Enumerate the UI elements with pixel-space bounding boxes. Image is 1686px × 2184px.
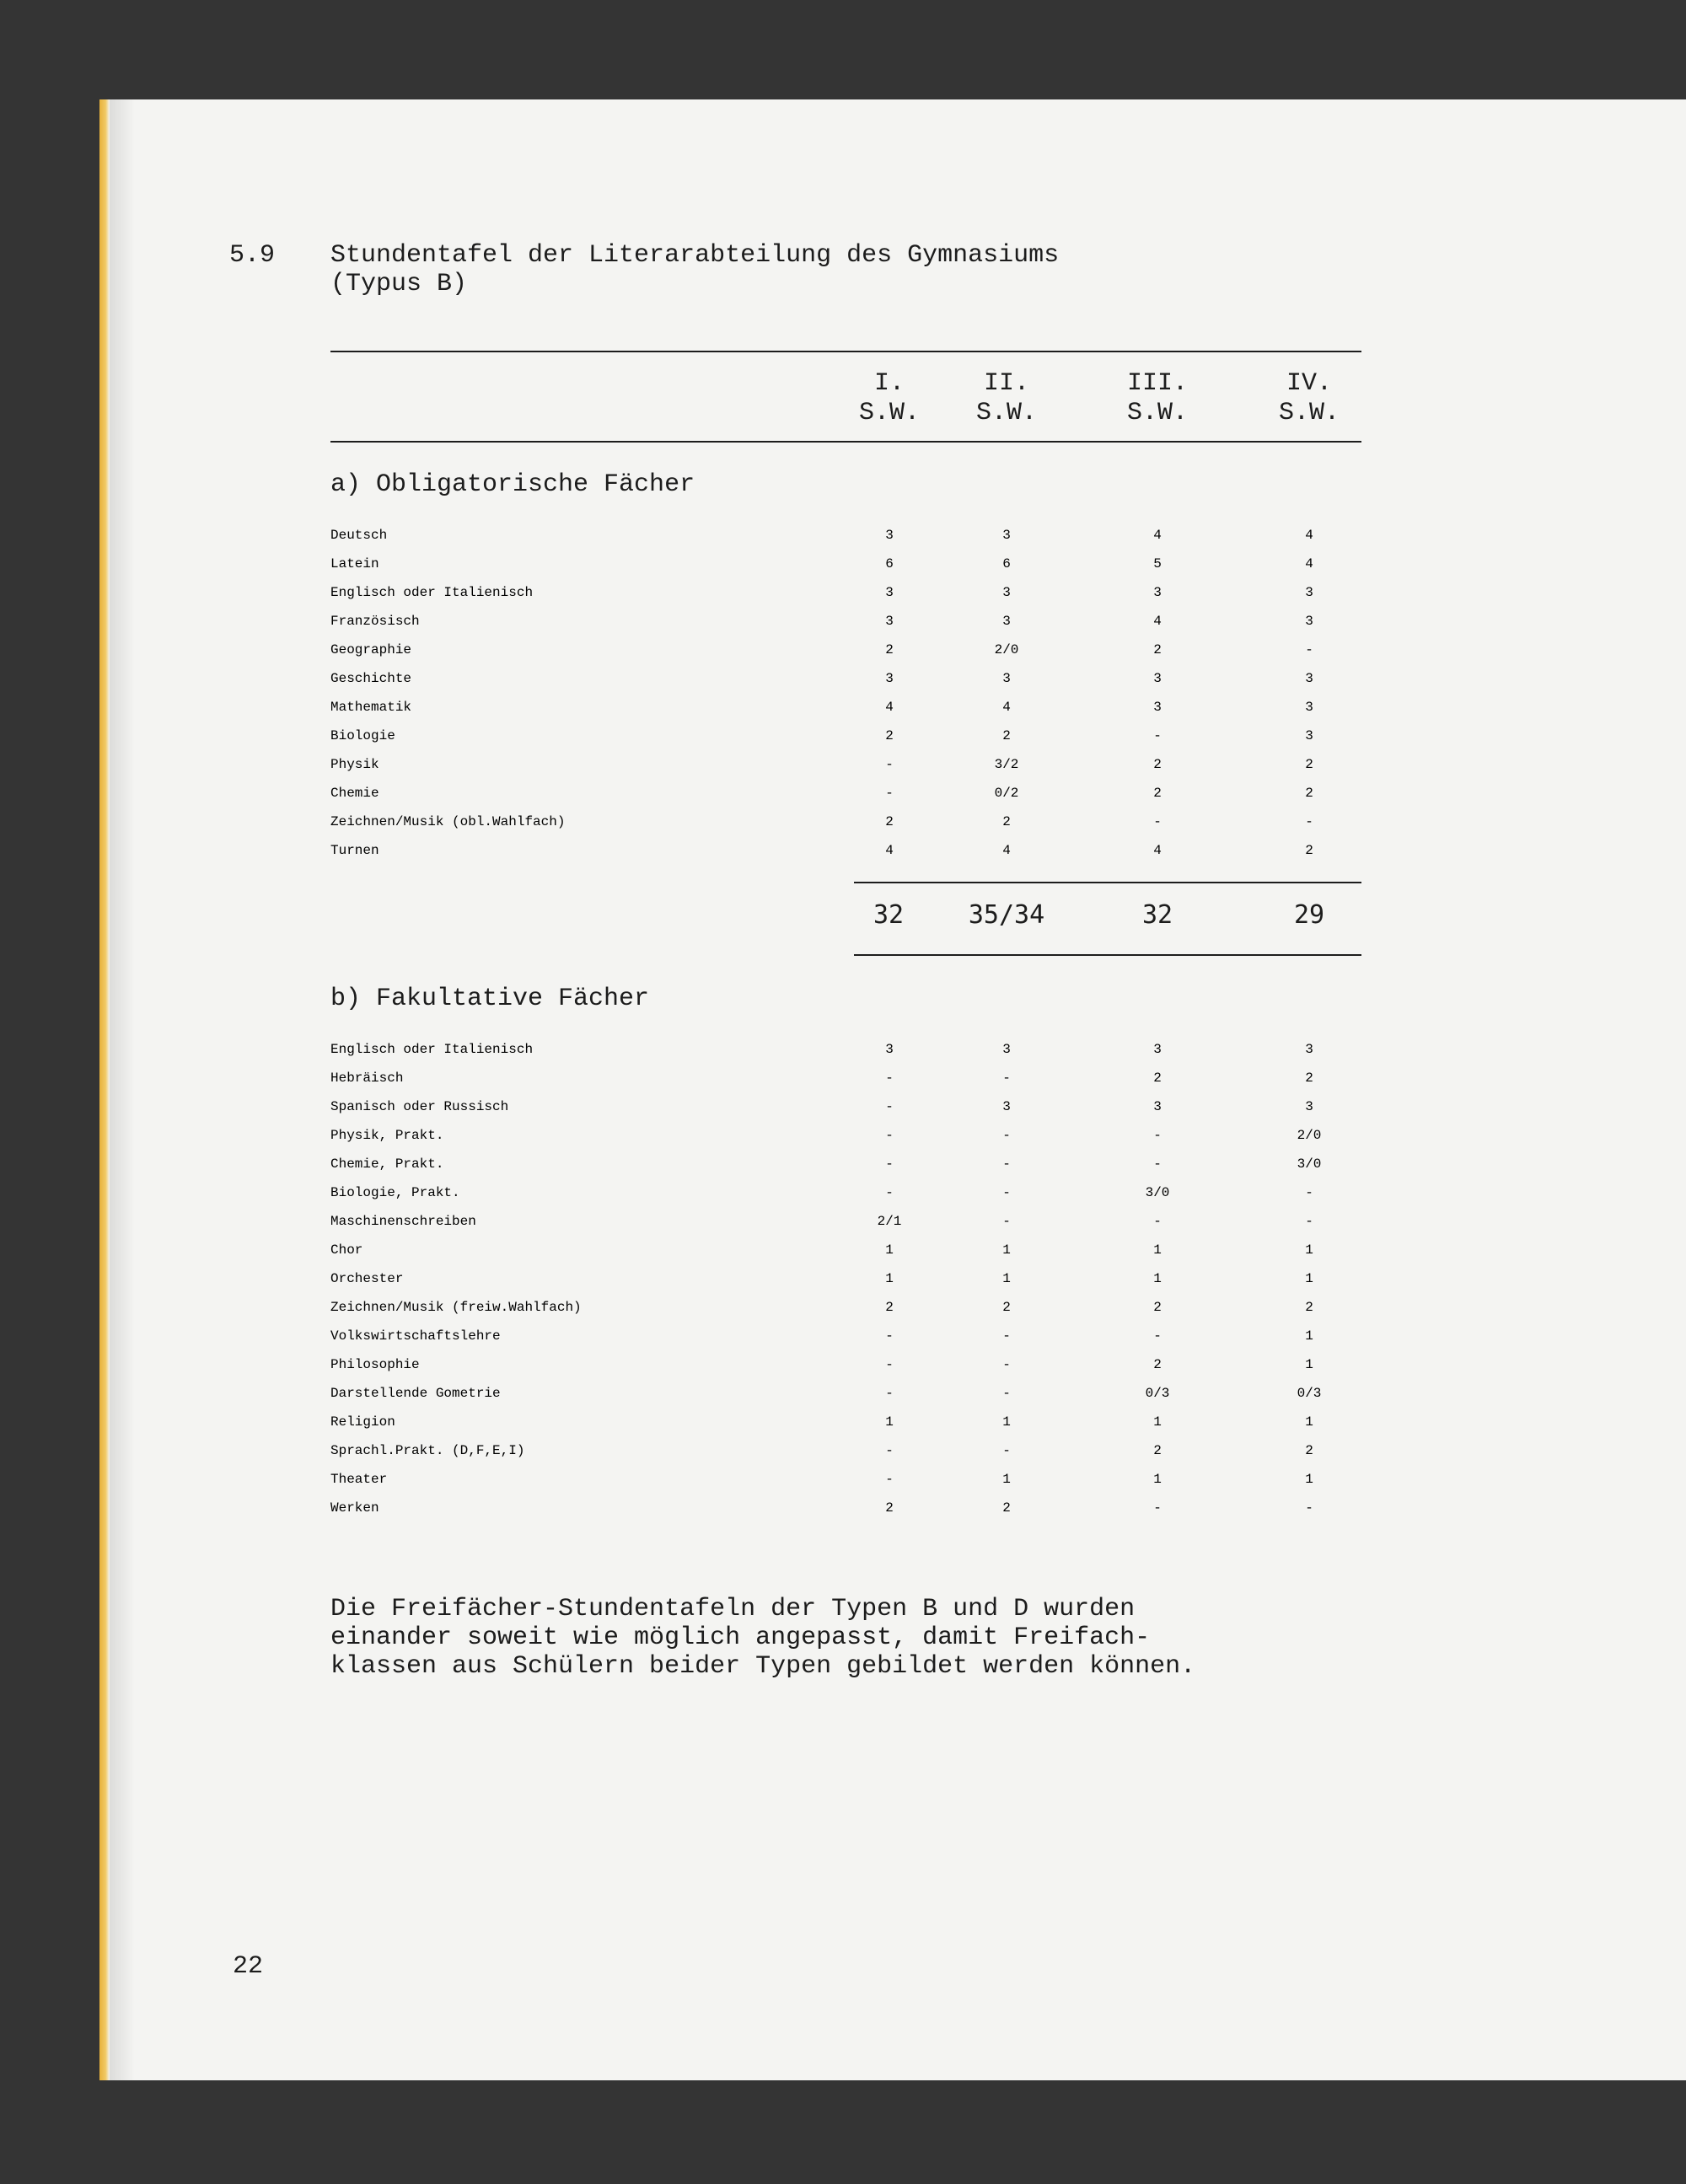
value-col-3: 4	[1153, 528, 1162, 543]
value-col-1: -	[885, 1386, 894, 1401]
subject-label: Chor	[330, 1242, 363, 1258]
value-col-4: 1	[1305, 1242, 1313, 1258]
value-col-2: -	[1002, 1156, 1011, 1172]
optional-heading: b) Fakultative Fächer	[330, 985, 650, 1013]
table-header-rule	[330, 441, 1361, 443]
subject-label: Theater	[330, 1472, 388, 1487]
value-col-1: -	[885, 1156, 894, 1172]
value-col-2: 2/0	[994, 642, 1019, 657]
value-col-2: 3	[1002, 585, 1011, 600]
table-row	[330, 1242, 1376, 1271]
subject-label: Biologie, Prakt.	[330, 1185, 460, 1200]
value-col-3: 4	[1153, 614, 1162, 629]
subject-label: Sprachl.Prakt. (D,F,E,I)	[330, 1443, 525, 1458]
value-col-1: -	[885, 1472, 894, 1487]
value-col-3: -	[1153, 1214, 1162, 1229]
value-col-1: 2	[885, 642, 894, 657]
value-col-3: 2	[1153, 1300, 1162, 1315]
section-subtitle: (Typus B)	[330, 270, 468, 298]
table-row	[330, 1099, 1376, 1128]
value-col-2: 1	[1002, 1242, 1011, 1258]
page-edge	[99, 99, 110, 2080]
value-col-2: 1	[1002, 1414, 1011, 1430]
table-row	[330, 1156, 1376, 1185]
value-col-3: 2	[1153, 1357, 1162, 1372]
value-col-4: 2/0	[1297, 1128, 1322, 1143]
value-col-1: 1	[885, 1271, 894, 1286]
value-col-2: 3	[1002, 614, 1011, 629]
note-line-1: Die Freifächer-Stundentafeln der Typen B und D wurden	[330, 1595, 1136, 1623]
table-row	[330, 700, 1376, 728]
value-col-2: 2	[1002, 728, 1011, 743]
value-col-3: 3	[1153, 1042, 1162, 1057]
value-col-1: 1	[885, 1242, 894, 1258]
value-col-2: 3	[1002, 528, 1011, 543]
table-row	[330, 1271, 1376, 1300]
note-line-3: klassen aus Schülern beider Typen gebildet werden können.	[330, 1652, 1196, 1681]
subject-label: Englisch oder Italienisch	[330, 585, 534, 600]
subject-label: Maschinenschreiben	[330, 1214, 476, 1229]
value-col-4: -	[1305, 1214, 1313, 1229]
table-row	[330, 1042, 1376, 1071]
value-col-4: 1	[1305, 1357, 1313, 1372]
subject-label: Philosophie	[330, 1357, 420, 1372]
table-row	[330, 728, 1376, 757]
subject-label: Biologie	[330, 728, 395, 743]
value-col-3: -	[1153, 728, 1162, 743]
note-line-2: einander soweit wie möglich angepasst, damit Freifach-	[330, 1623, 1151, 1652]
col-4-header: IV.	[1286, 369, 1332, 398]
col-3-header: III.	[1126, 369, 1188, 398]
table-row	[330, 1071, 1376, 1099]
value-col-4: 1	[1305, 1328, 1313, 1344]
value-col-3: 1	[1153, 1242, 1162, 1258]
value-col-1: 2	[885, 814, 894, 829]
subject-label: Geographie	[330, 642, 412, 657]
value-col-4: 2	[1305, 786, 1313, 801]
value-col-2: 1	[1002, 1271, 1011, 1286]
value-col-4: 2	[1305, 843, 1313, 858]
total-col-4: 29	[1293, 900, 1325, 930]
value-col-4: 2	[1305, 1071, 1313, 1086]
value-col-3: 2	[1153, 1443, 1162, 1458]
subject-label: Hebräisch	[330, 1071, 404, 1086]
value-col-4: 1	[1305, 1414, 1313, 1430]
value-col-2: 2	[1002, 1300, 1011, 1315]
totals-bottom-rule	[854, 954, 1361, 956]
subject-label: Turnen	[330, 843, 379, 858]
total-col-1: 32	[873, 900, 905, 930]
table-row	[330, 642, 1376, 671]
value-col-4: 0/3	[1297, 1386, 1322, 1401]
value-col-4: 3	[1305, 585, 1313, 600]
value-col-3: 3/0	[1145, 1185, 1170, 1200]
value-col-3: 1	[1153, 1271, 1162, 1286]
value-col-4: 4	[1305, 556, 1313, 571]
value-col-2: 3	[1002, 671, 1011, 686]
value-col-1: 2	[885, 1300, 894, 1315]
value-col-2: 3/2	[994, 757, 1019, 772]
subject-label: Französisch	[330, 614, 420, 629]
subject-label: Latein	[330, 556, 379, 571]
value-col-3: 2	[1153, 1071, 1162, 1086]
table-row	[330, 1185, 1376, 1214]
value-col-4: -	[1305, 1185, 1313, 1200]
value-col-1: 4	[885, 700, 894, 715]
value-col-3: 3	[1153, 671, 1162, 686]
value-col-2: -	[1002, 1185, 1011, 1200]
col-2-unit: S.W.	[975, 399, 1037, 427]
value-col-1: 3	[885, 528, 894, 543]
value-col-2: -	[1002, 1443, 1011, 1458]
value-col-3: 5	[1153, 556, 1162, 571]
value-col-2: -	[1002, 1328, 1011, 1344]
value-col-1: -	[885, 1128, 894, 1143]
table-row	[330, 585, 1376, 614]
subject-label: Zeichnen/Musik (freiw.Wahlfach)	[330, 1300, 582, 1315]
value-col-1: 2/1	[877, 1214, 902, 1229]
value-col-1: 3	[885, 1042, 894, 1057]
subject-label: Orchester	[330, 1271, 404, 1286]
table-row	[330, 1443, 1376, 1472]
page-edge-shadow	[110, 99, 135, 2080]
value-col-1: -	[885, 1185, 894, 1200]
subject-label: Physik	[330, 757, 379, 772]
value-col-2: -	[1002, 1386, 1011, 1401]
value-col-3: 2	[1153, 786, 1162, 801]
value-col-4: 1	[1305, 1472, 1313, 1487]
table-row	[330, 1500, 1376, 1529]
table-row	[330, 1214, 1376, 1242]
value-col-1: 3	[885, 614, 894, 629]
value-col-3: 2	[1153, 757, 1162, 772]
value-col-4: 2	[1305, 1300, 1313, 1315]
table-row	[330, 528, 1376, 556]
value-col-1: -	[885, 757, 894, 772]
value-col-3: -	[1153, 1500, 1162, 1516]
subject-label: Darstellende Gometrie	[330, 1386, 501, 1401]
value-col-4: 2	[1305, 1443, 1313, 1458]
value-col-3: 3	[1153, 585, 1162, 600]
section-number: 5.9	[229, 241, 276, 270]
value-col-2: 4	[1002, 700, 1011, 715]
table-row	[330, 614, 1376, 642]
value-col-2: 3	[1002, 1042, 1011, 1057]
col-1-header: I.	[873, 369, 905, 398]
section-title: Stundentafel der Literarabteilung des Gymnasiums	[330, 241, 1060, 270]
table-row	[330, 814, 1376, 843]
table-row	[330, 1414, 1376, 1443]
table-row	[330, 556, 1376, 585]
value-col-4: 1	[1305, 1271, 1313, 1286]
value-col-4: -	[1305, 814, 1313, 829]
value-col-3: 0/3	[1145, 1386, 1170, 1401]
subject-label: Physik, Prakt.	[330, 1128, 444, 1143]
value-col-1: 3	[885, 671, 894, 686]
col-2-header: II.	[983, 369, 1029, 398]
value-col-1: -	[885, 1071, 894, 1086]
value-col-3: -	[1153, 1156, 1162, 1172]
subject-label: Geschichte	[330, 671, 412, 686]
value-col-1: 4	[885, 843, 894, 858]
col-4-unit: S.W.	[1278, 399, 1340, 427]
value-col-2: 0/2	[994, 786, 1019, 801]
table-row	[330, 1328, 1376, 1357]
subject-label: Englisch oder Italienisch	[330, 1042, 534, 1057]
value-col-2: -	[1002, 1357, 1011, 1372]
subject-label: Zeichnen/Musik (obl.Wahlfach)	[330, 814, 566, 829]
value-col-3: 2	[1153, 642, 1162, 657]
subject-label: Volkswirtschaftslehre	[330, 1328, 501, 1344]
value-col-1: 2	[885, 1500, 894, 1516]
value-col-4: 3	[1305, 614, 1313, 629]
col-3-unit: S.W.	[1126, 399, 1188, 427]
value-col-1: -	[885, 786, 894, 801]
subject-label: Religion	[330, 1414, 395, 1430]
subject-label: Chemie, Prakt.	[330, 1156, 444, 1172]
value-col-2: -	[1002, 1128, 1011, 1143]
value-col-4: 3	[1305, 700, 1313, 715]
value-col-3: 1	[1153, 1472, 1162, 1487]
value-col-2: 6	[1002, 556, 1011, 571]
value-col-4: 3/0	[1297, 1156, 1322, 1172]
table-row	[330, 843, 1376, 872]
obligatory-heading: a) Obligatorische Fächer	[330, 470, 695, 499]
subject-label: Mathematik	[330, 700, 412, 715]
value-col-3: 4	[1153, 843, 1162, 858]
col-1-unit: S.W.	[858, 399, 920, 427]
value-col-3: -	[1153, 814, 1162, 829]
subject-label: Chemie	[330, 786, 379, 801]
value-col-4: 2	[1305, 757, 1313, 772]
table-row	[330, 671, 1376, 700]
value-col-1: 2	[885, 728, 894, 743]
table-row	[330, 1357, 1376, 1386]
value-col-2: 3	[1002, 1099, 1011, 1114]
value-col-2: 2	[1002, 814, 1011, 829]
value-col-2: 1	[1002, 1472, 1011, 1487]
value-col-4: 3	[1305, 1042, 1313, 1057]
value-col-3: 3	[1153, 700, 1162, 715]
value-col-1: -	[885, 1328, 894, 1344]
value-col-2: 4	[1002, 843, 1011, 858]
table-top-rule	[330, 351, 1361, 352]
subject-label: Deutsch	[330, 528, 388, 543]
value-col-1: -	[885, 1099, 894, 1114]
value-col-4: 3	[1305, 1099, 1313, 1114]
table-row	[330, 1386, 1376, 1414]
value-col-3: -	[1153, 1328, 1162, 1344]
table-row	[330, 1128, 1376, 1156]
value-col-3: 3	[1153, 1099, 1162, 1114]
table-row	[330, 1472, 1376, 1500]
value-col-1: 1	[885, 1414, 894, 1430]
value-col-4: -	[1305, 1500, 1313, 1516]
value-col-3: 1	[1153, 1414, 1162, 1430]
total-col-3: 32	[1141, 900, 1173, 930]
page-number: 22	[233, 1952, 264, 1981]
value-col-2: 2	[1002, 1500, 1011, 1516]
value-col-1: -	[885, 1357, 894, 1372]
value-col-1: 3	[885, 585, 894, 600]
value-col-1: -	[885, 1443, 894, 1458]
value-col-1: 6	[885, 556, 894, 571]
total-col-2: 35/34	[968, 900, 1045, 930]
subject-label: Spanisch oder Russisch	[330, 1099, 509, 1114]
table-row	[330, 757, 1376, 786]
value-col-3: -	[1153, 1128, 1162, 1143]
totals-top-rule	[854, 882, 1361, 883]
value-col-2: -	[1002, 1214, 1011, 1229]
table-row	[330, 786, 1376, 814]
value-col-4: 3	[1305, 728, 1313, 743]
value-col-4: 3	[1305, 671, 1313, 686]
value-col-4: -	[1305, 642, 1313, 657]
value-col-2: -	[1002, 1071, 1011, 1086]
value-col-4: 4	[1305, 528, 1313, 543]
subject-label: Werken	[330, 1500, 379, 1516]
table-row	[330, 1300, 1376, 1328]
